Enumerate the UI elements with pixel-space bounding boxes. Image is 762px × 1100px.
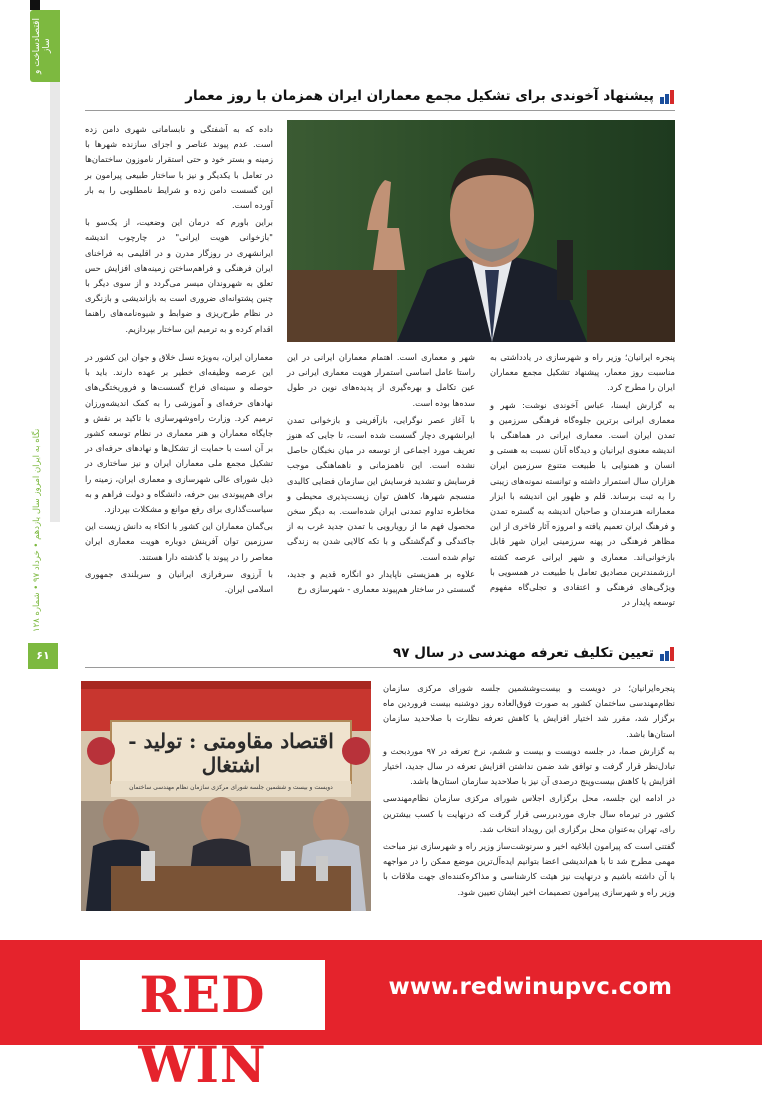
article2-headline: [393, 645, 674, 661]
paragraph: داده که به آشفتگی و نابسامانی شهری دامن زده است. عدم پیوند عناصر و اجزای سازنده شهرها با زمینه و بستر خود و حتی استقرار ناموزون ساختمان‌ها در تعامل با یکدیگر و نیز با ساختار طبیعی پیرامون بر این گسست دامن زده و شرایط نامطلوبی را به بار آورده است.: [85, 124, 273, 211]
article1-column-right: [490, 350, 675, 632]
paragraph: بی‌گمان معماران این کشور با اتکاء به دانش زیست این سرزمین توان آفرینش دوباره هویت معماری ایران معاصر را در پیوند با گذشته دارا هستند.: [85, 521, 273, 562]
ad-logo-box: [80, 960, 325, 1094]
article1-headline-text: پیشنهاد آخوندی برای تشکیل مجمع معماران ایران همزمان با روز معمار: [185, 88, 654, 104]
paragraph: شهر و معماری است. اهتمام معماران ایرانی در این راستا عامل اساسی استمرار هویت معماری ایرانی در عین تکامل و بهره‌گیری از پدیده‌های نوین در طول سده‌ها بوده است.: [287, 352, 475, 408]
paragraph: در ادامه این جلسه، محل برگزاری اجلاس شورای مرکزی سازمان نظام‌مهندسی کشور در تیرماه سال جاری موردبررسی قرار گرفت که درنهایت با کسب بیشترین رای، تهران به‌عنوان محل برگزاری این رویداد انتخاب شد.: [383, 793, 675, 834]
ad-url[interactable]: www.redwinupvc.com: [388, 974, 672, 1000]
meeting-scene: [81, 681, 371, 911]
article2-headline-text: تعیین تکلیف تعرفه مهندسی در سال ۹۷: [393, 645, 654, 661]
paragraph: گفتنی است که پیرامون ابلاغیه اخیر و سرنوشت‌ساز وزیر راه و شهرسازی نیز مباحث مهمی مطرح شد تا با هم‌اندیشی اعضا بتوانیم ایده‌آل‌ترین موضع ممکن را در مواجهه با آن داشته باشیم و درنهایت نیز هیئت کارشناسی و مذاکره‌کننده‌ای جهت ملاقات با وزیر راه و شهرسازی پیرامون تصمیمات اخیر ایشان تعیین شود.: [383, 841, 675, 897]
paragraph: به گزارش صما، در جلسه دویست و بیست و ششم، نرخ تعرفه در ۹۷ موردبحث و تبادل‌نظر قرار گرفت و توافق شد ضمن نداشتن افزایش تعرفه در سال جدید، اختیار افزایش یا کاهش بیست‌وپنج درصدی آن نیز با صلاحدید سازمان استان‌ها باشد.: [383, 745, 675, 787]
bar-chart-icon: [660, 645, 674, 661]
minister-portrait: [287, 120, 675, 342]
paragraph: علاوه بر همزیستی ناپایدار دو انگاره قدیم و جدید، گسستی در ساختار هم‌پیوند معماری - شهرسازی رخ: [287, 568, 475, 595]
meeting-photo: [81, 681, 371, 911]
issue-line: نگاه به ایران امروز سال یازدهم • خرداد ۹۷ • شماره ۱۲۸: [32, 428, 42, 632]
paragraph: با آغاز عصر نوگرایی، بازآفرینی و بازخوانی تمدن ایرانشهری دچار گسست شده است، تا جایی که هنوز تعریف مورد اجماعی از توسعه در میان نخبگان حاصل نشده است. این ناهمزمانی و ناهماهنگی موجب فرسایش و تشدید فرسایش این سازمان فضایی کالبدی منسجم شهرها، کاهش توان زیست‌پذیری محیطی و مخاطره تداوم تمدنی ایران شده‌است. به دیگر سخن محصول فهم ما از رویارویی با تمدن جدید غرب به از جاکندگی و گم‌گشتگی و با تکه کالایی شدن به زندگی توام شده است.: [287, 414, 475, 562]
headline-rule: [85, 110, 675, 111]
page-number: ۶۱: [28, 643, 58, 669]
spine-strip: [50, 82, 60, 522]
paragraph: پنجره‌ایرانیان؛ در دویست و بیست‌وششمین جلسه شورای مرکزی سازمان نظام‌مهندسی ساختمان کشور به صورت فوق‌العاده روز دوشنبه بیست فروردین ماه برگزار شد، مقرر شد اختیار افزایش یا کاهش تعرفه نظارت با صلاحدید سازمان استان‌ها باشد.: [383, 683, 675, 739]
redwin-logo: RED WIN: [138, 965, 267, 1094]
spine-corner: [30, 0, 40, 10]
photo-banner-text: اقتصاد مقاومتی : تولید - اشتغال: [128, 729, 334, 777]
paragraph: به گزارش ایسنا، عباس آخوندی نوشت: شهر و معماری ایرانی برترین جلوه‌گاه فرهنگی سرزمین و تمدن ایران است. معماری ایرانی در هماهنگی با اندیشه معنوی ایرانیان و دیدگاه آنان نسبت به هستی و انسان و همنوایی با طبیعت متنوع سرزمین ایران هزاران سال استمرار داشته و توانسته نمونه‌های زیبنی را به ثبت برساند. قلم و ظهور این اندیشه با ابزار معمارانه هنرمندان و صاحبان اندیشه به گستره تمدن و فرهنگ ایران تعمیم یافته و امروزه آثار فاخری از این مظاهر فرهنگی در پهنه سرزمینی ایران شهر قابل بازخوانی‌اند. معماری و شهر ایرانی عرصه کشته ارزشمندترین مصادیق تعامل با طبیعت در همسویی با ویژگی‌های فرهنگی و اعتقادی و تجلی‌گاه مفهوم توسعه پایدار در: [490, 399, 675, 608]
bar-chart-icon: [660, 88, 674, 104]
article2-body: [383, 681, 675, 926]
paragraph: معماران ایران، به‌ویژه نسل خلاق و جوان این کشور در این عرصه وظیفه‌ای خطیر بر عهده دارند. باید با حوصله و سینه‌ای فراخ گسست‌ها و فروریختگی‌های نهادهای حرفه‌ای و آموزشی را به کمک اندیشه‌ورزان ترمیم کرد. وزارت راه‌وشهرسازی با تاکید بر نقش و جایگاه معماران و هنر معماری در نظام توسعه کشور بر آن است با حمایت از تشکل‌ها و نهادهای حرفه‌ای در تشکیل مجمع ملی معماران ایران و نیز ساختاری در ذیل شورای عالی شهرسازی و معماری ایران، زمینه را برای هم‌پیوندی بین حرفه، دانشگاه و دولت فراهم و به سیاست‌گذاری برای رفع موانع و مشکلات بپردازد.: [85, 352, 273, 515]
paragraph: پنجره ایرانیان؛ وزیر راه و شهرسازی در یادداشتی به مناسبت روز معمار، پیشنهاد تشکیل مجمع معماران ایران را مطرح کرد.: [490, 352, 675, 393]
section-tab: [30, 10, 60, 82]
minister-photo: [287, 120, 675, 342]
section-tab-label: اقتصادساخت و ساز: [32, 18, 52, 74]
paragraph: با آرزوی سرفرازی ایرانیان و سربلندی جمهوری اسلامی ایران.: [85, 568, 273, 595]
article1-column-left-bottom: [85, 350, 273, 632]
article1-column-left-top: [85, 122, 273, 344]
ad-banner: [0, 940, 762, 1094]
article1-column-middle: [287, 350, 475, 632]
headline-rule: [85, 667, 675, 668]
article1-headline: [185, 88, 674, 104]
paragraph: براین باورم که درمان این وضعیت، از یک‌سو با "بازخوانی هویت ایرانی" در چارچوب اندیشه ایرانشهری در روزگار مدرن و در اقلیمی به فراخنای ایران فرهنگی و فراهم‌ساختن زمینه‌های افزایش حس تعلق به شهروندان میسر می‌گردد و از سوی دیگر با چنین پشتوانه‌ای ضروری است به بازاندیشی و بازنگری در نظام طرح‌ریزی و ضوابط و شیوه‌نامه‌های راهنما اقدام کرده و به ترمیم این ساختار بپردازیم.: [85, 217, 273, 334]
photo-banner-subtext: دویست و بیست و ششمین جلسه شورای مرکزی سازمان نظام مهندسی ساختمان: [129, 784, 333, 791]
